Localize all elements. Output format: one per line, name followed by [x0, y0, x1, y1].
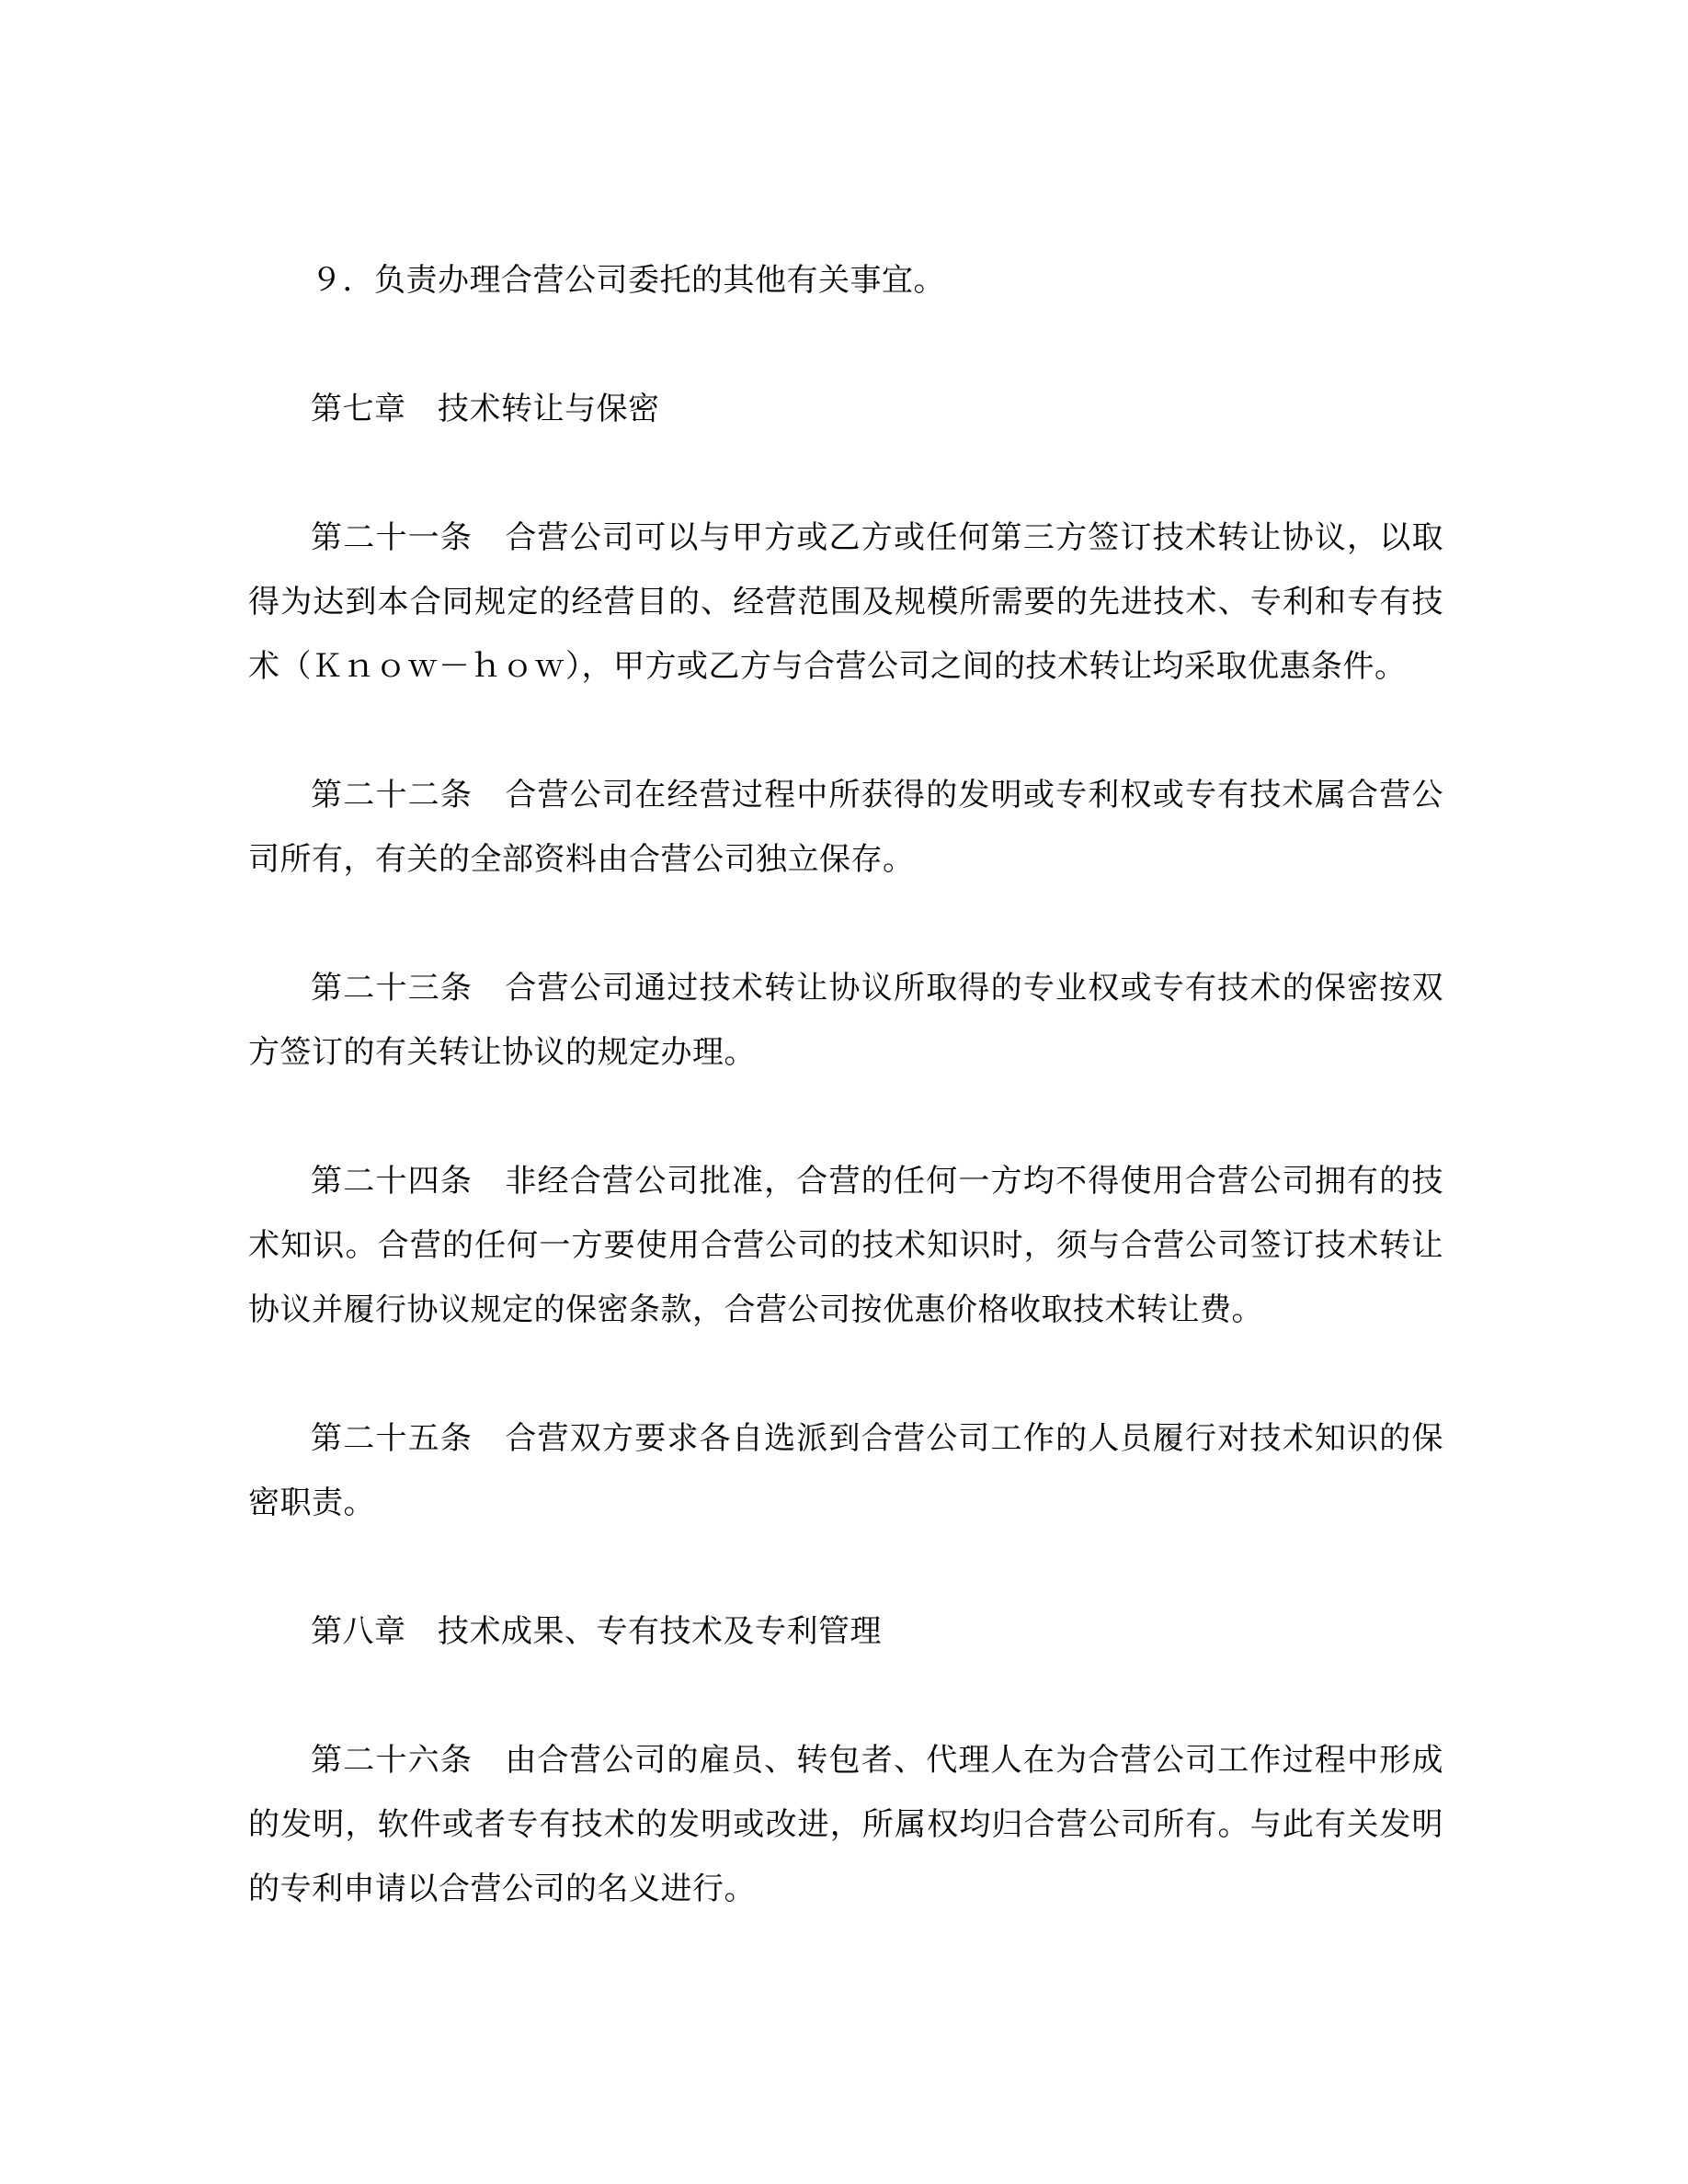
chapter-heading-7: 第七章 技术转让与保密 [311, 391, 660, 427]
article-24: 第二十四条 非经合营公司批准，合营的任何一方均不得使用合营公司拥有的技术知识。合营的任何一方要使用合营公司的技术知识时，须与合营公司签订技术转让协议并履行协议规定的保密条款，合营公司按优惠价格收取技术转让费。 [248, 1163, 1443, 1328]
document-body [248, 248, 1443, 1985]
article-25: 第二十五条 合营双方要求各自选派到合营公司工作的人员履行对技术知识的保密职责。 [248, 1420, 1443, 1521]
article-22: 第二十二条 合营公司在经营过程中所获得的发明或专利权或专有技术属合营公司所有，有关的全部资料由合营公司独立保存。 [248, 777, 1443, 878]
paragraph-item-9: ９．负责办理合营公司委托的其他有关事宜。 [311, 262, 945, 299]
article-23: 第二十三条 合营公司通过技术转让协议所取得的专业权或专有技术的保密按双方签订的有关转让协议的规定办理。 [248, 970, 1443, 1071]
article-26: 第二十六条 由合营公司的雇员、转包者、代理人在为合营公司工作过程中形成的发明，软件或者专有技术的发明或改进，所属权均归合营公司所有。与此有关发明的专利申请以合营公司的名义进行。 [248, 1742, 1443, 1907]
chapter-heading-8: 第八章 技术成果、专有技术及专利管理 [311, 1613, 882, 1650]
article-21: 第二十一条 合营公司可以与甲方或乙方或任何第三方签订技术转让协议，以取得为达到本合同规定的经营目的、经营范围及规模所需要的先进技术、专利和专有技术（Ｋｎｏｗ－ｈｏｗ），甲方或乙方与合营公司之间的技术转让均采取优惠条件。 [248, 519, 1443, 685]
